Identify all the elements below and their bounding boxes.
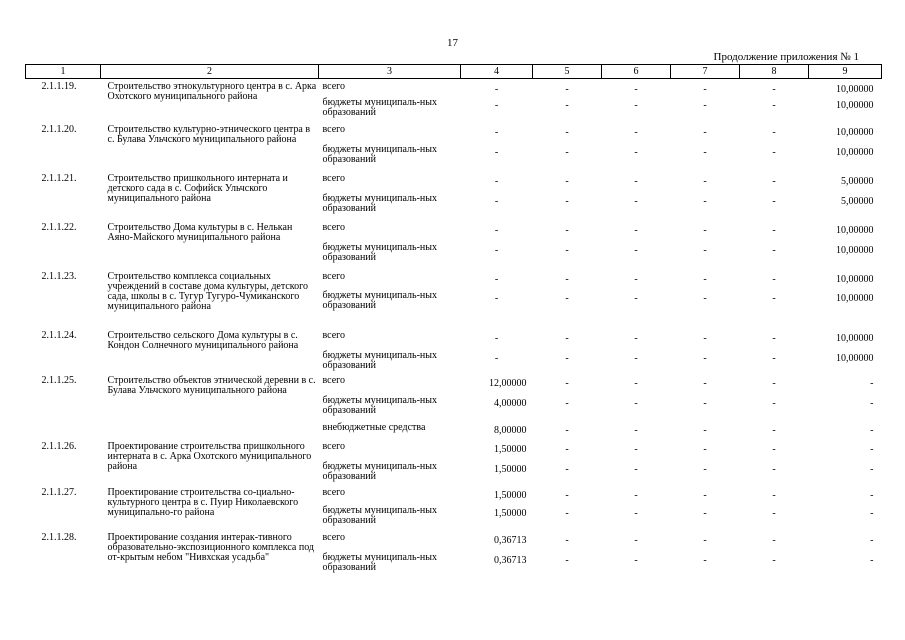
value-cell-7: - bbox=[703, 464, 707, 475]
table-row bbox=[26, 328, 882, 348]
value-cell-5: - bbox=[565, 245, 569, 256]
value-cell-9: 10,00000 bbox=[836, 100, 874, 111]
item-number: 2.1.1.24. bbox=[41, 330, 77, 341]
value-cell-4: - bbox=[494, 84, 499, 95]
funding-source: бюджеты муниципаль-ных образований bbox=[322, 144, 438, 165]
value-cell-7: - bbox=[703, 274, 707, 285]
value-cell-5: - bbox=[565, 176, 569, 187]
value-cell-8: - bbox=[772, 225, 776, 236]
page-number: 17 bbox=[447, 37, 458, 49]
value-cell-6: - bbox=[634, 464, 638, 475]
value-cell-9: 10,00000 bbox=[836, 274, 874, 285]
value-cell-4: 1,50000 bbox=[494, 444, 527, 455]
value-cell-8: - bbox=[772, 127, 776, 138]
funding-source: бюджеты муниципаль-ных образований bbox=[322, 395, 438, 416]
value-cell-7: - bbox=[703, 84, 707, 95]
value-cell-4: - bbox=[494, 147, 499, 158]
funding-source: бюджеты муниципаль-ных образований bbox=[322, 242, 438, 263]
value-cell-8: - bbox=[772, 425, 776, 436]
item-number: 2.1.1.25. bbox=[41, 375, 77, 386]
value-cell-4: - bbox=[494, 333, 499, 344]
value-cell-7: - bbox=[703, 353, 707, 364]
value-cell-4: - bbox=[494, 127, 499, 138]
value-cell-6: - bbox=[634, 84, 638, 95]
value-cell-9: 5,00000 bbox=[841, 196, 874, 207]
value-cell-6: - bbox=[634, 555, 638, 566]
item-name: Проектирование строительства со-циально-культурного центра в с. Пуир Николаевского муниципально-го района bbox=[107, 487, 299, 518]
value-cell-5: - bbox=[565, 535, 569, 546]
value-cell-8: - bbox=[772, 147, 776, 158]
value-cell-7: - bbox=[703, 378, 707, 389]
value-cell-5: - bbox=[565, 147, 569, 158]
item-number: 2.1.1.19. bbox=[41, 81, 77, 92]
item-number: 2.1.1.23. bbox=[41, 271, 77, 282]
value-cell-5: - bbox=[565, 333, 569, 344]
value-cell-5: - bbox=[565, 353, 569, 364]
value-cell-7: - bbox=[703, 398, 707, 409]
value-cell-5: - bbox=[565, 490, 569, 501]
table-row bbox=[26, 373, 882, 393]
value-cell-5: - bbox=[565, 100, 569, 111]
value-cell-6: - bbox=[634, 127, 638, 138]
value-cell-8: - bbox=[772, 84, 776, 95]
value-cell-6: - bbox=[634, 225, 638, 236]
value-cell-6: - bbox=[634, 100, 638, 111]
value-cell-9: - bbox=[870, 555, 874, 566]
column-header: 5 bbox=[533, 65, 602, 79]
value-cell-7: - bbox=[703, 127, 707, 138]
value-cell-7: - bbox=[703, 196, 707, 207]
value-cell-7: - bbox=[703, 245, 707, 256]
value-cell-5: - bbox=[565, 274, 569, 285]
value-cell-9: - bbox=[870, 508, 874, 519]
funding-source: всего bbox=[322, 222, 346, 233]
table-row bbox=[26, 171, 882, 191]
value-cell-9: 10,00000 bbox=[836, 293, 874, 304]
value-cell-9: 10,00000 bbox=[836, 353, 874, 364]
value-cell-7: - bbox=[703, 490, 707, 501]
value-cell-6: - bbox=[634, 196, 638, 207]
value-cell-8: - bbox=[772, 333, 776, 344]
value-cell-4: 8,00000 bbox=[494, 425, 527, 436]
value-cell-9: 10,00000 bbox=[836, 225, 874, 236]
funding-source: внебюджетные средства bbox=[322, 422, 426, 433]
value-cell-6: - bbox=[634, 274, 638, 285]
value-cell-8: - bbox=[772, 274, 776, 285]
value-cell-8: - bbox=[772, 245, 776, 256]
value-cell-5: - bbox=[565, 225, 569, 236]
value-cell-4: 0,36713 bbox=[494, 555, 527, 566]
item-name: Проектирование создания интерак-тивного образовательно-экспозиционного комплекса под от-крытым небом "Нивхская усадьба" bbox=[107, 532, 315, 563]
value-cell-6: - bbox=[634, 490, 638, 501]
item-number: 2.1.1.22. bbox=[41, 222, 77, 233]
value-cell-9: 10,00000 bbox=[836, 147, 874, 158]
funding-source: всего bbox=[322, 375, 346, 386]
value-cell-4: - bbox=[494, 196, 499, 207]
value-cell-8: - bbox=[772, 555, 776, 566]
value-cell-9: - bbox=[870, 464, 874, 475]
item-name: Строительство этнокультурного центра в с. Арка Охотского муниципального района bbox=[107, 81, 317, 102]
value-cell-7: - bbox=[703, 535, 707, 546]
value-cell-9: - bbox=[870, 490, 874, 501]
value-cell-9: - bbox=[870, 444, 874, 455]
value-cell-5: - bbox=[565, 398, 569, 409]
table-row bbox=[26, 269, 882, 288]
value-cell-4: 12,00000 bbox=[489, 378, 527, 389]
funding-source: всего bbox=[322, 532, 346, 543]
value-cell-8: - bbox=[772, 100, 776, 111]
funding-source: всего bbox=[322, 330, 346, 341]
table-row bbox=[26, 79, 882, 96]
funding-source: бюджеты муниципаль-ных образований bbox=[322, 552, 438, 573]
column-header: 1 bbox=[26, 65, 101, 79]
value-cell-6: - bbox=[634, 425, 638, 436]
funding-source: всего bbox=[322, 124, 346, 135]
funding-source: всего bbox=[322, 441, 346, 452]
value-cell-5: - bbox=[565, 84, 569, 95]
value-cell-8: - bbox=[772, 353, 776, 364]
value-cell-4: - bbox=[494, 274, 499, 285]
value-cell-9: 10,00000 bbox=[836, 245, 874, 256]
funding-source: бюджеты муниципаль-ных образований bbox=[322, 193, 438, 214]
value-cell-6: - bbox=[634, 245, 638, 256]
value-cell-5: - bbox=[565, 555, 569, 566]
value-cell-7: - bbox=[703, 147, 707, 158]
value-cell-4: - bbox=[494, 293, 499, 304]
funding-source: всего bbox=[322, 271, 346, 282]
value-cell-7: - bbox=[703, 555, 707, 566]
funding-source: всего bbox=[322, 487, 346, 498]
continuation-label: Продолжение приложения № 1 bbox=[713, 51, 859, 63]
value-cell-5: - bbox=[565, 464, 569, 475]
column-header: 7 bbox=[671, 65, 740, 79]
value-cell-7: - bbox=[703, 100, 707, 111]
value-cell-4: 1,50000 bbox=[494, 508, 527, 519]
value-cell-7: - bbox=[703, 293, 707, 304]
item-name: Строительство объектов этнической деревни в с. Булава Ульчского муниципального района bbox=[107, 375, 316, 396]
value-cell-7: - bbox=[703, 508, 707, 519]
value-cell-8: - bbox=[772, 535, 776, 546]
funding-source: бюджеты муниципаль-ных образований bbox=[322, 97, 438, 118]
column-header: 4 bbox=[461, 65, 533, 79]
value-cell-9: - bbox=[870, 535, 874, 546]
header-row bbox=[26, 65, 882, 79]
item-number: 2.1.1.27. bbox=[41, 487, 77, 498]
item-number: 2.1.1.21. bbox=[41, 173, 77, 184]
value-cell-5: - bbox=[565, 425, 569, 436]
value-cell-8: - bbox=[772, 378, 776, 389]
value-cell-6: - bbox=[634, 378, 638, 389]
value-cell-4: - bbox=[494, 176, 499, 187]
value-cell-6: - bbox=[634, 398, 638, 409]
value-cell-4: - bbox=[494, 353, 499, 364]
item-number: 2.1.1.26. bbox=[41, 441, 77, 452]
item-name: Строительство сельского Дома культуры в с. Кондон Солнечного муниципального района bbox=[107, 330, 299, 351]
funding-source: бюджеты муниципаль-ных образований bbox=[322, 461, 438, 482]
column-header: 3 bbox=[319, 65, 461, 79]
value-cell-4: 0,36713 bbox=[494, 535, 527, 546]
value-cell-4: - bbox=[494, 245, 499, 256]
value-cell-6: - bbox=[634, 444, 638, 455]
funding-source: бюджеты муниципаль-ных образований bbox=[322, 505, 438, 526]
value-cell-9: 10,00000 bbox=[836, 127, 874, 138]
value-cell-9: - bbox=[870, 378, 874, 389]
value-cell-4: 1,50000 bbox=[494, 464, 527, 475]
value-cell-8: - bbox=[772, 464, 776, 475]
value-cell-7: - bbox=[703, 425, 707, 436]
value-cell-4: - bbox=[494, 225, 499, 236]
table-row bbox=[26, 439, 882, 459]
value-cell-4: - bbox=[494, 100, 499, 111]
item-name: Строительство культурно-этнического центра в с. Булава Ульчского муниципального района bbox=[107, 124, 311, 145]
item-name: Строительство комплекса социальных учреждений в составе дома культуры, детского сада, школы в с. Тугур Тугуро-Чумиканского муниципального района bbox=[107, 271, 308, 312]
column-header: 2 bbox=[101, 65, 319, 79]
value-cell-6: - bbox=[634, 508, 638, 519]
value-cell-5: - bbox=[565, 508, 569, 519]
item-number: 2.1.1.20. bbox=[41, 124, 77, 135]
value-cell-8: - bbox=[772, 398, 776, 409]
value-cell-9: 5,00000 bbox=[841, 176, 874, 187]
table-row bbox=[26, 122, 882, 142]
table-row bbox=[26, 530, 882, 550]
funding-source: всего bbox=[322, 173, 346, 184]
item-name: Строительство пришкольного интерната и детского сада в с. Софийск Ульчского муниципального района bbox=[107, 173, 288, 204]
item-number: 2.1.1.28. bbox=[41, 532, 77, 543]
value-cell-4: 4,00000 bbox=[494, 398, 527, 409]
value-cell-9: - bbox=[870, 425, 874, 436]
value-cell-7: - bbox=[703, 176, 707, 187]
value-cell-6: - bbox=[634, 353, 638, 364]
column-header: 6 bbox=[602, 65, 671, 79]
value-cell-4: 1,50000 bbox=[494, 490, 527, 501]
table-row bbox=[26, 220, 882, 240]
value-cell-8: - bbox=[772, 444, 776, 455]
value-cell-5: - bbox=[565, 444, 569, 455]
column-header: 8 bbox=[740, 65, 809, 79]
column-header: 9 bbox=[809, 65, 882, 79]
value-cell-5: - bbox=[565, 196, 569, 207]
item-name: Проектирование строительства пришкольного интерната в с. Арка Охотского муниципального района bbox=[107, 441, 312, 472]
value-cell-8: - bbox=[772, 196, 776, 207]
value-cell-5: - bbox=[565, 378, 569, 389]
funding-source: всего bbox=[322, 81, 346, 92]
value-cell-8: - bbox=[772, 508, 776, 519]
budget-table bbox=[25, 64, 882, 576]
value-cell-9: - bbox=[870, 398, 874, 409]
value-cell-6: - bbox=[634, 535, 638, 546]
item-name: Строительство Дома культуры в с. Нелькан Аяно-Майского муниципального района bbox=[107, 222, 293, 243]
value-cell-7: - bbox=[703, 333, 707, 344]
value-cell-6: - bbox=[634, 333, 638, 344]
funding-source: бюджеты муниципаль-ных образований bbox=[322, 290, 438, 311]
value-cell-6: - bbox=[634, 293, 638, 304]
value-cell-8: - bbox=[772, 293, 776, 304]
value-cell-9: 10,00000 bbox=[836, 333, 874, 344]
funding-source: бюджеты муниципаль-ных образований bbox=[322, 350, 438, 371]
value-cell-7: - bbox=[703, 225, 707, 236]
value-cell-6: - bbox=[634, 176, 638, 187]
value-cell-8: - bbox=[772, 176, 776, 187]
value-cell-5: - bbox=[565, 127, 569, 138]
value-cell-6: - bbox=[634, 147, 638, 158]
value-cell-8: - bbox=[772, 490, 776, 501]
table-row bbox=[26, 485, 882, 503]
value-cell-9: 10,00000 bbox=[836, 84, 874, 95]
value-cell-7: - bbox=[703, 444, 707, 455]
table-body bbox=[26, 79, 882, 577]
value-cell-5: - bbox=[565, 293, 569, 304]
